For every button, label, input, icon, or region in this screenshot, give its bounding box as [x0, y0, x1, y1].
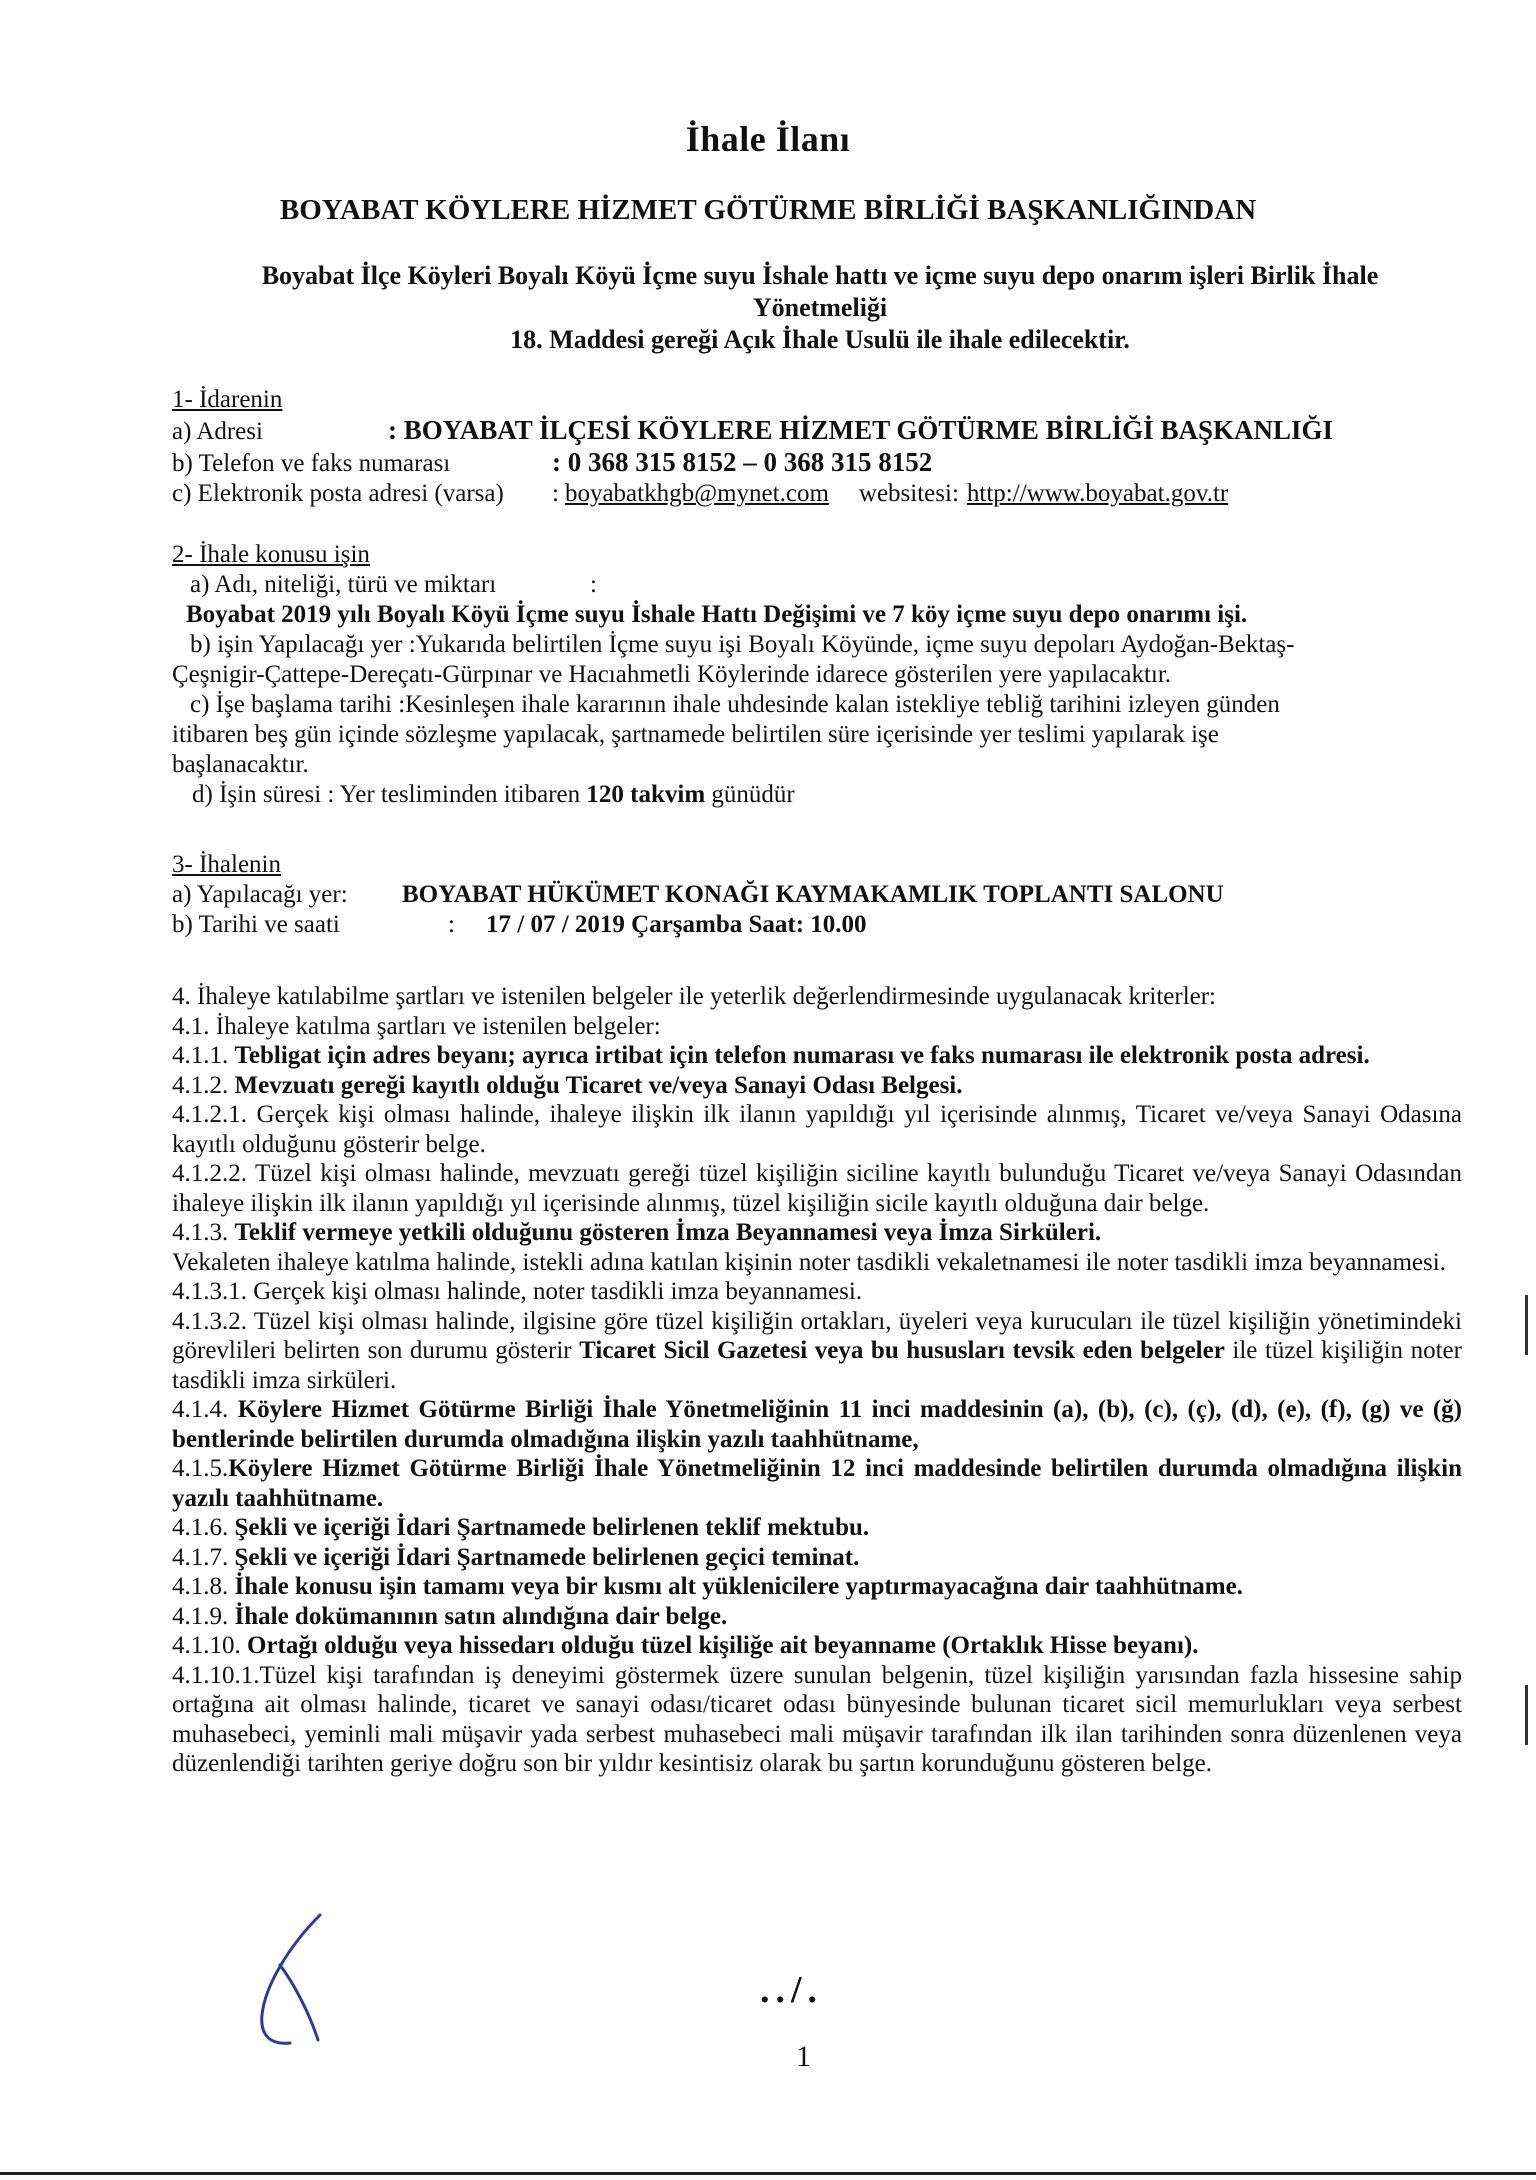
item-text: İhale konusu işin tamamı veya bir kısmı alt yüklenicilere yaptırmayacağına dair taahhütname.	[234, 1573, 1243, 1600]
email-link[interactable]: boyabatkhgb@mynet.com	[564, 480, 829, 507]
scan-edge-mark	[1525, 1295, 1528, 1355]
signature-mark	[250, 1905, 340, 2055]
tender-date-colon: :	[448, 911, 455, 938]
section-2-heading: 2- İhale konusu işin	[172, 541, 370, 568]
start-date-line-3: başlanacaktır.	[172, 751, 309, 778]
section-eligibility	[172, 982, 1462, 1779]
item-number: 4.1.5.	[172, 1455, 229, 1482]
criteria-4-1-10	[172, 1631, 1462, 1661]
scan-edge-mark	[1525, 1685, 1528, 1745]
item-text: Şekli ve içeriği İdari Şartnamede belirlenen teklif mektubu.	[234, 1514, 870, 1541]
criteria-4-1-4	[172, 1395, 1462, 1454]
work-name-row	[172, 570, 1462, 600]
continued-marker: ../.	[760, 1969, 824, 2011]
criteria-intro: 4. İhaleye katılabilme şartları ve istenilen belgeler ile yeterlik değerlendirmesinde uygulanacak kriterler:	[172, 983, 1217, 1010]
criteria-4-1: 4.1. İhaleye katılma şartları ve istenilen belgeler:	[172, 1012, 661, 1040]
criteria-4-1-6	[172, 1513, 1462, 1543]
website-label: websitesi:	[858, 480, 959, 507]
criteria-4-1-5	[172, 1454, 1462, 1513]
start-date-line-2: itibaren beş gün içinde sözleşme yapılacak, şartnamede belirtilen süre içerisinde yer teslimi yapılarak işe	[172, 721, 1219, 748]
item-emphasis: Ticaret Sicil Gazetesi veya bu hususları tevsik eden belgeler	[579, 1337, 1225, 1364]
item-text: Köylere Hizmet Götürme Birliği İhale Yönetmeliğinin 12 inci maddesinde belirtilen durumda olmadığına ilişkin yazılı taahhütname.	[172, 1455, 1462, 1512]
criteria-4-1-2-2: 4.1.2.2. Tüzel kişi olması halinde, mevzuatı gereği tüzel kişiliğin siciline kayıtlı bulunduğu Ticaret ve/veya Sanayi Odasından ihaleye ilişkin ilk ilanın yapıldığı yıl içerisinde alınmış, tüzel kişiliğin sicile kayıtlı olduğuna dair belge.	[172, 1160, 1462, 1217]
start-date-line-1: c) İşe başlama tarihi :Kesinleşen ihale kararının ihale uhdesinde kalan istekliye tebliğ tarihini izleyen günden	[190, 691, 1280, 718]
tender-place-value: BOYABAT HÜKÜMET KONAĞI KAYMAKAMLIK TOPLANTI SALONU	[402, 881, 1224, 908]
document-title: İhale İlanı	[685, 119, 851, 159]
item-text: Şekli ve içeriği İdari Şartnamede belirlenen geçici teminat.	[234, 1543, 860, 1571]
work-place-line-1: b) işin Yapılacağı yer :Yukarıda belirtilen İçme suyu işi Boyalı Köyünde, içme suyu depoları Aydoğan-Bektaş-	[190, 631, 1295, 658]
item-text: Mevzuatı gereği kayıtlı olduğu Ticaret ve/veya Sanayi Odası Belgesi.	[234, 1071, 963, 1099]
criteria-4-1-7	[172, 1543, 1462, 1573]
item-number: 4.1.3.	[172, 1219, 235, 1246]
work-name-colon: :	[590, 571, 597, 598]
criteria-4-1-3-2	[172, 1307, 1462, 1396]
duration-suffix: günüdür	[705, 781, 795, 808]
tender-date-value: 17 / 07 / 2019 Çarşamba Saat: 10.00	[486, 911, 867, 938]
phone-row	[172, 447, 1462, 479]
item-number: 4.1.6.	[172, 1514, 235, 1541]
section-tender	[172, 850, 1462, 940]
duration-value: 120 takvim	[586, 781, 706, 808]
item-text: Teklif vermeye yetkili olduğunu gösteren İmza Beyannamesi veya İmza Sirküleri.	[234, 1219, 1102, 1246]
criteria-4-1-2-1: 4.1.2.1. Gerçek kişi olması halinde, ihaleye ilişkin ilk ilanın yapıldığı yıl içerisinde alınmış, Ticaret ve/veya Sanayi Odasına kayıtlı olduğunu gösterir belge.	[172, 1101, 1462, 1158]
section-3-heading: 3- İhalenin	[172, 851, 281, 878]
section-administration	[172, 385, 1462, 509]
criteria-4-1-3-1: 4.1.3.1. Gerçek kişi olması halinde, noter tasdikli imza beyannamesi.	[172, 1278, 863, 1305]
criteria-4-1-8	[172, 1572, 1462, 1602]
email-label: c) Elektronik posta adresi (varsa)	[172, 480, 504, 507]
item-text: Tebligat için adres beyanı; ayrıca irtibat için telefon numarası ve faks numarası ile elektronik posta adresi.	[234, 1042, 1370, 1069]
item-number: 4.1.2.	[172, 1071, 235, 1099]
tender-place-label: a) Yapılacağı yer:	[172, 881, 348, 908]
email-row	[172, 479, 1462, 509]
intro-line-1: Boyabat İlçe Köyleri Boyalı Köyü İçme suyu İshale hattı ve içme suyu depo onarım işleri Birlik İhale	[261, 261, 1379, 290]
tender-intro	[190, 260, 1450, 356]
address-row	[172, 415, 1462, 447]
address-label: a) Adresi	[172, 418, 263, 445]
item-number: 4.1.7.	[172, 1543, 235, 1571]
criteria-4-1-10-1: 4.1.10.1.Tüzel kişi tarafından iş deneyimi göstermek üzere sunulan belgenin, tüzel kişiliğin yarısından fazla hissesine sahip ortağına ait olması halinde, ticaret ve sanayi odası/ticaret odası bünyesinde bulunan ticaret sicil memurlukları veya serbest muhasebeci, yeminli mali müşavir yada serbest muhasebeci mali müşavir tarafından ilk ilan tarihinden sonra düzenlenen veya düzenlendiği tarihten geriye doğru son bir yıldır kesintisiz olarak bu şartın korunduğunu gösteren belge.	[172, 1661, 1462, 1777]
tender-date-label: b) Tarihi ve saati	[172, 911, 340, 938]
criteria-4-1-3-proxy: Vekaleten ihaleye katılma halinde, istekli adına katılan kişinin noter tasdikli vekaletnamesi ile noter tasdikli imza beyannamesi.	[172, 1248, 1446, 1276]
item-number: 4.1.1.	[172, 1042, 235, 1069]
section-1-heading: 1- İdarenin	[172, 386, 283, 413]
website-link[interactable]: http://www.boyabat.gov.tr	[966, 480, 1229, 507]
item-number: 4.1.8.	[172, 1573, 235, 1600]
duration-row	[172, 780, 1462, 810]
page-number: 1	[796, 2040, 811, 2073]
item-text: Köylere Hizmet Götürme Birliği İhale Yönetmeliğinin 11 inci maddesinin (a), (b), (c), (ç), (d), (e), (f), (g) ve (ğ) bentlerinde belirtilen durumda olmadığına ilişkin yazılı taahhütname,	[172, 1396, 1463, 1453]
tender-place-row	[172, 880, 1462, 910]
phone-value: : 0 368 315 8152 – 0 368 315 8152	[552, 447, 933, 477]
item-text: İhale dokümanının satın alındığına dair belge.	[234, 1602, 728, 1630]
scan-bottom-edge	[0, 2172, 1536, 2175]
criteria-4-1-9	[172, 1602, 1462, 1632]
work-place-line-2: Çeşnigir-Çattepe-Dereçatı-Gürpınar ve Hacıahmetli Köylerinde idarece gösterilen yere yapılacaktır.	[172, 661, 1172, 688]
item-text: 4.1.3.2. Tüzel kişi olması halinde, ilgisine göre tüzel kişiliğin ortakları, üyeleri veya kurucuları ile tüzel kişiliğin yönetimindeki görevlileri belirten son durumu gösterir	[172, 1307, 1462, 1364]
intro-line-3: 18. Maddesi gereği Açık İhale Usulü ile ihale edilecektir.	[510, 325, 1130, 354]
criteria-4-1-2	[172, 1071, 1462, 1101]
section-subject	[172, 540, 1462, 810]
item-number: 4.1.4.	[172, 1396, 238, 1423]
criteria-4-1-3	[172, 1218, 1462, 1248]
item-text-end: ile tüzel kişiliğin noter tasdikli imza sirküleri.	[172, 1337, 1462, 1394]
item-number: 4.1.9.	[172, 1602, 235, 1630]
work-name-label: a) Adı, niteliği, türü ve miktarı	[190, 571, 497, 598]
issuing-authority: BOYABAT KÖYLERE HİZMET GÖTÜRME BİRLİĞİ BAŞKANLIĞINDAN	[279, 194, 1257, 226]
address-value: : BOYABAT İLÇESİ KÖYLERE HİZMET GÖTÜRME BİRLİĞİ BAŞKANLIĞI	[388, 415, 1333, 445]
duration-label: d) İşin süresi : Yer tesliminden itibaren	[192, 781, 587, 808]
email-colon: :	[552, 480, 559, 507]
phone-label: b) Telefon ve faks numarası	[172, 450, 451, 477]
tender-date-row	[172, 910, 1462, 940]
criteria-4-1-1	[172, 1041, 1462, 1071]
intro-line-2: Yönetmeliği	[752, 293, 888, 322]
item-text: Ortağı olduğu veya hissedarı olduğu tüzel kişiliğe ait beyanname (Ortaklık Hisse beyanı).	[247, 1632, 1199, 1659]
item-number: 4.1.10.	[172, 1632, 247, 1659]
work-name-value: Boyabat 2019 yılı Boyalı Köyü İçme suyu İshale Hattı Değişimi ve 7 köy içme suyu depo onarımı işi.	[186, 601, 1248, 628]
